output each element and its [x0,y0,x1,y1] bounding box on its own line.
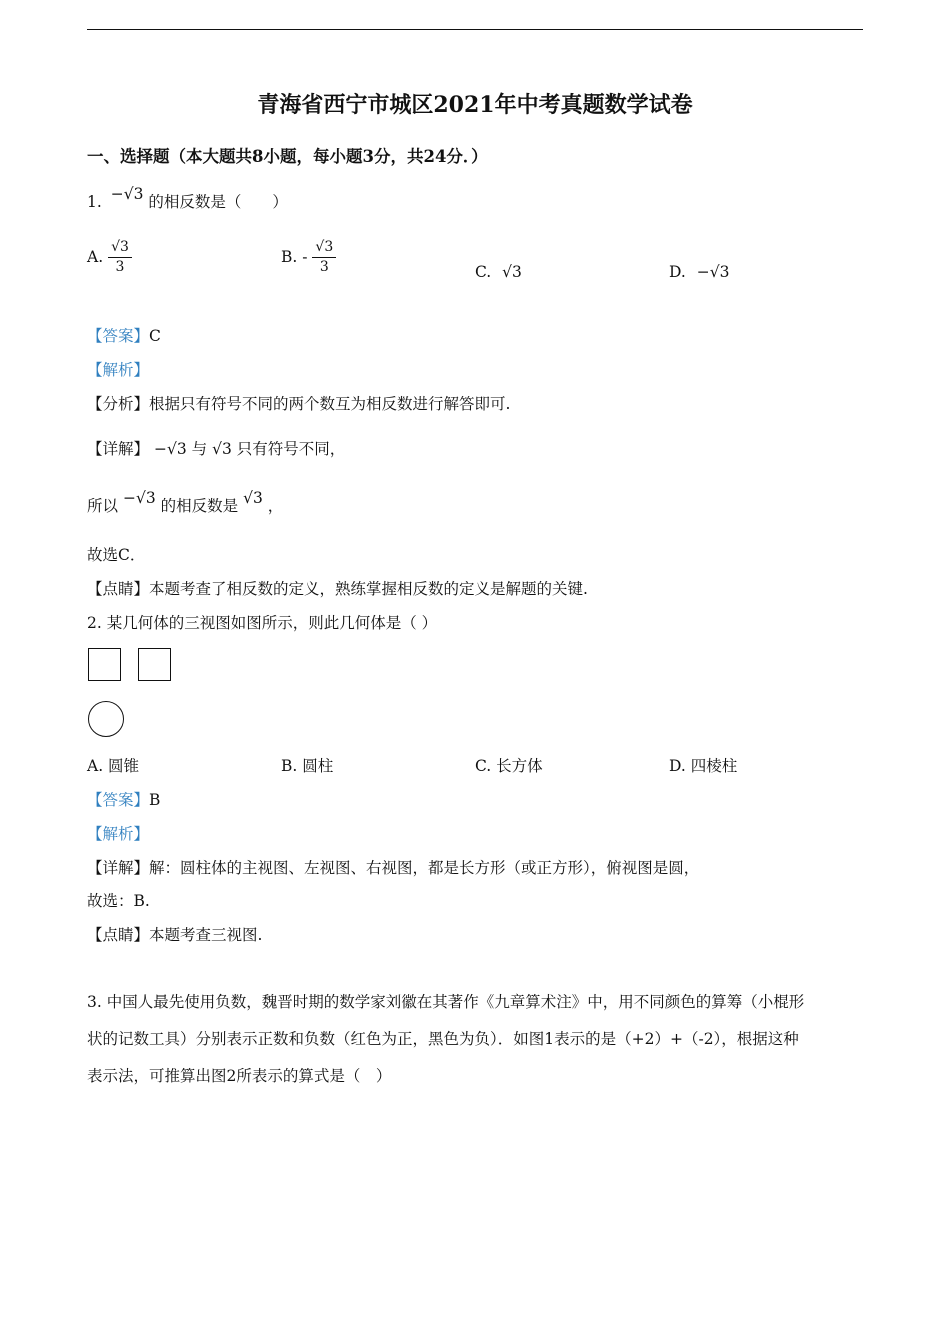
so-math-1: −√3 [122,489,156,507]
fenxi-text: 根据只有符号不同的两个数互为相反数进行解答即可. [149,395,511,413]
q1-stem [87,185,288,212]
fraction [108,240,132,274]
q2-choose: 故选：B. [87,892,150,910]
detail-math-1: −√3 [153,440,187,458]
denominator: 3 [319,258,329,275]
header-rule [87,29,863,30]
q1-analysis-tag: 【解析】 [87,361,150,379]
numerator: √3 [108,240,132,258]
detail-text-2: 只有符号不同， [236,440,346,458]
option-math: −√3 [696,263,730,281]
numerator: √3 [312,240,336,258]
front-view-square [88,648,121,681]
q2-comment [87,923,262,945]
q1-answer [87,324,161,346]
denominator: 3 [115,258,125,275]
answer-tag: 【答案】 [87,327,150,345]
q2-option-b: B. 圆柱 [281,757,334,775]
option-label: C. [475,263,492,281]
q3-line-1: 3. 中国人最先使用负数，魏晋时期的数学家刘徽在其著作《九章算术注》中，用不同颜色的算筹（小棍形 [87,993,805,1011]
q1-number: 1. [87,193,102,211]
comment-text: 本题考查了相反数的定义，熟练掌握相反数的定义是解题的关键. [149,580,588,598]
q1-so-line [87,489,284,516]
q1-comment [87,577,588,599]
so-text-3: ， [267,497,284,515]
q2-stem: 2. 某几何体的三视图如图所示，则此几何体是（ ） [87,614,438,632]
detail-tag: 【详解】 [87,859,150,877]
answer-value: B [149,791,161,809]
q2-option-d: D. 四棱柱 [669,757,738,775]
option-math: √3 [502,263,522,281]
q3-line-2: 状的记数工具）分别表示正数和负数（红色为正，黑色为负）．如图1表示的是（+2）+（-2），根据这种 [87,1030,799,1048]
q1-stem-text: 的相反数是（ ） [148,193,288,211]
option-label: A. [87,248,104,267]
comment-tag: 【点睛】 [87,580,150,598]
detail-math-2: √3 [212,440,232,458]
q1-fenxi [87,392,510,414]
detail-text-1: 与 [191,440,208,458]
q1-option-a [87,240,132,274]
option-label: B. - [281,248,308,267]
q1-detail [87,437,345,459]
detail-tag: 【详解】 [87,440,150,458]
q1-option-d [669,263,729,281]
side-view-square [138,648,171,681]
q2-option-c: C. 长方体 [475,757,543,775]
fenxi-tag: 【分析】 [87,395,150,413]
detail-text: 解：圆柱体的主视图、左视图、右视图，都是长方形（或正方形），俯视图是圆， [149,859,700,877]
option-label: D. [669,263,686,281]
q3-line-3: 表示法，可推算出图2所表示的算式是（ ） [87,1067,392,1085]
q1-option-c [475,263,522,281]
q1-stem-math: −√3 [110,185,144,203]
comment-tag: 【点睛】 [87,926,150,944]
q1-option-b [281,240,336,274]
q1-choose: 故选C． [87,546,146,564]
q2-option-a: A. 圆锥 [87,757,140,775]
section-heading: 一、选择题（本大题共8小题，每小题3分，共24分．） [87,147,488,166]
so-math-2: √3 [243,489,263,507]
q2-analysis-tag: 【解析】 [87,825,150,843]
q2-detail [87,856,699,878]
fraction [312,240,336,274]
top-view-circle [88,701,124,737]
answer-tag: 【答案】 [87,791,150,809]
comment-text: 本题考查三视图. [149,926,263,944]
so-text-1: 所以 [87,497,119,515]
q2-answer [87,788,160,810]
page-title: 青海省西宁市城区2021年中考真题数学试卷 [257,92,693,118]
answer-value: C [149,327,161,345]
so-text-2: 的相反数是 [160,497,239,515]
